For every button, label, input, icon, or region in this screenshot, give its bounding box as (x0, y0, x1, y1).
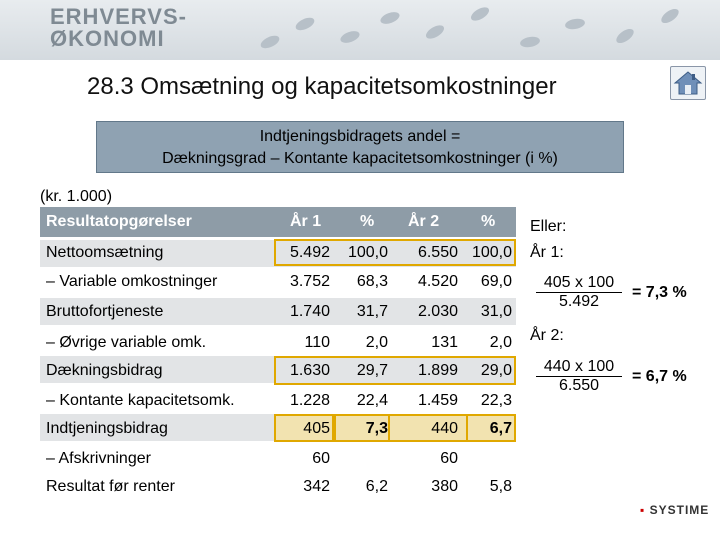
formula-line-1: Indtjeningsbidragets andel = (259, 128, 461, 145)
table-row-label: – Afskrivninger (46, 450, 151, 467)
publisher-logo (50, 6, 187, 50)
calc1-fraction (536, 274, 622, 311)
table-header-pct2: % (481, 213, 496, 230)
table-cell-pct2: 5,8 (489, 478, 512, 495)
table-cell-pct1: 2,0 (365, 334, 388, 351)
formula-line-2: Dækningsgrad – Kontante kapacitetsomkostninger (i %) (162, 150, 558, 167)
table-cell-pct2: 69,0 (480, 273, 512, 290)
eller-label: Eller: (530, 218, 567, 235)
calc1-result: = 7,3 % (632, 284, 687, 301)
calc2-fraction (536, 358, 622, 395)
table-cell-year1: 3.752 (289, 273, 330, 290)
calc1-denominator: 5.492 (558, 293, 600, 310)
table-header-pct1: % (360, 213, 375, 230)
home-button[interactable] (670, 66, 706, 100)
brand-text: SYSTIME (649, 503, 710, 517)
table-row-label: – Øvrige variable omk. (46, 334, 207, 351)
table-cell-pct2: 31,0 (480, 303, 512, 320)
table-cell-pct2: 22,3 (480, 392, 512, 409)
table-cell-year2: 131 (431, 334, 458, 351)
table-row-label: Resultat før renter (46, 478, 175, 495)
table-cell-pct1: 22,4 (356, 392, 388, 409)
table-header-year1: År 1 (290, 213, 322, 230)
table-cell-year2: 440 (431, 420, 458, 437)
calc2-numerator: 440 x 100 (536, 358, 622, 377)
table-cell-year1: 342 (303, 478, 330, 495)
home-icon (671, 67, 705, 99)
calc1-numerator: 405 x 100 (536, 274, 622, 293)
table-cell-year1: 1.630 (289, 362, 330, 379)
table-cell-year1: 405 (303, 420, 330, 437)
table-cell-pct1: 7,3 (365, 420, 388, 437)
table-cell-pct2: 100,0 (471, 244, 512, 261)
table-cell-pct1: 29,7 (356, 362, 388, 379)
table-cell-pct1: 100,0 (347, 244, 388, 261)
table-cell-pct2: 29,0 (480, 362, 512, 379)
table-cell-year1: 110 (304, 334, 330, 351)
formula-box (96, 121, 624, 173)
calc2-denominator: 6.550 (558, 377, 600, 394)
table-cell-year2: 4.520 (417, 273, 458, 290)
table-cell-year1: 1.228 (289, 392, 330, 409)
footprints-decoration (230, 2, 700, 58)
table-row-label: Nettoomsætning (46, 244, 164, 261)
year2-label: År 2: (530, 327, 564, 344)
table-cell-pct1: 68,3 (356, 273, 388, 290)
table-cell-year2: 1.899 (417, 362, 458, 379)
slide-title: 28.3 Omsætning og kapacitetsomkostninger (87, 73, 557, 100)
unit-label: (kr. 1.000) (40, 188, 113, 205)
table-cell-year2: 380 (431, 478, 458, 495)
table-row-label: Dækningsbidrag (46, 362, 163, 379)
logo-line-1: ERHVERVS- (50, 4, 187, 29)
calc2-result: = 6,7 % (632, 368, 687, 385)
table-row-label: – Kontante kapacitetsomk. (46, 392, 235, 409)
table-cell-pct2: 2,0 (489, 334, 512, 351)
brand-mark: ▪ (640, 503, 646, 517)
top-banner (0, 0, 720, 60)
table-cell-year1: 5.492 (289, 244, 330, 261)
table-cell-year2: 2.030 (417, 303, 458, 320)
systime-logo (640, 503, 709, 517)
table-row-label: Indtjeningsbidrag (46, 420, 168, 437)
table-header-year2: År 2 (408, 213, 440, 230)
logo-line-2: ØKONOMI (50, 26, 165, 51)
table-cell-pct1: 6,2 (365, 478, 388, 495)
table-cell-year2: 60 (440, 450, 458, 467)
table-row-label: – Variable omkostninger (46, 273, 218, 290)
table-row-label: Bruttofortjeneste (46, 303, 164, 320)
table-cell-pct2: 6,7 (489, 420, 512, 437)
table-header-label: Resultatopgørelser (46, 213, 192, 230)
year1-label: År 1: (530, 244, 564, 261)
table-cell-year2: 1.459 (417, 392, 458, 409)
table-cell-year2: 6.550 (417, 244, 458, 261)
table-cell-year1: 1.740 (289, 303, 330, 320)
table-cell-year1: 60 (312, 450, 330, 467)
table-cell-pct1: 31,7 (356, 303, 388, 320)
